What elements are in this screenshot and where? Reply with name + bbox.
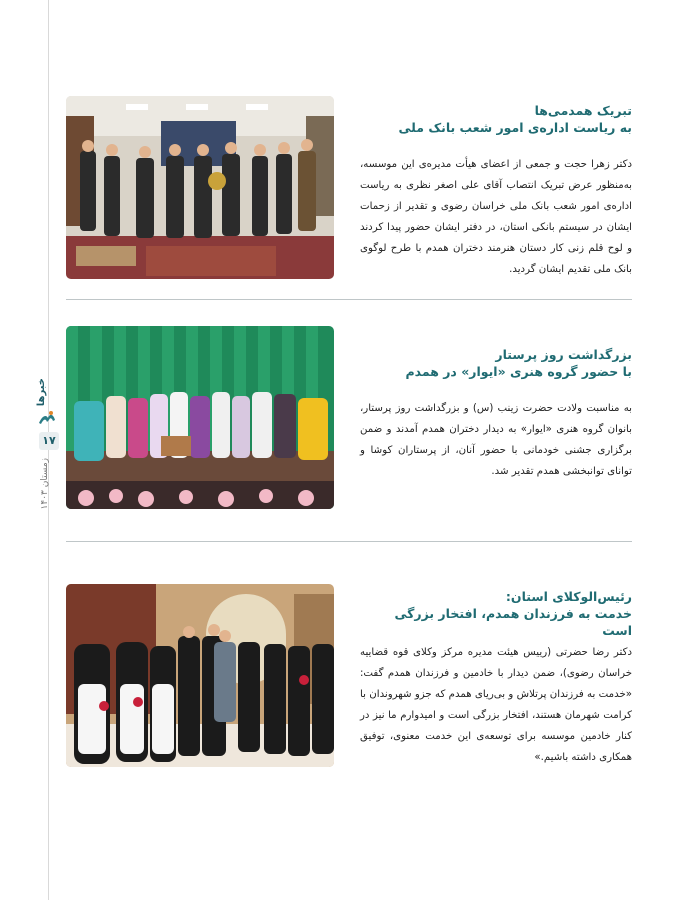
- article-title-line-2: با حضور گروه هنری «ایوار» در همدم: [405, 364, 632, 379]
- article-title-line-2: خدمت به فرزندان همدم، افتخار بزرگی است: [394, 606, 632, 638]
- news-article-3: [66, 584, 632, 774]
- article-photo-bank-meeting: [66, 96, 334, 279]
- article-title-line-2: به ریاست اداره‌ی امور شعب بانک ملی: [398, 120, 632, 135]
- article-body: دکتر رضا حضرتی (رییس هیئت مدیره مرکز وکلای قوه قضاییه خراسان رضوی)، ضمن دیدار با خادمین و فرزندان همدم گفت: «خدمت به فرزندان پرتلاش و بی‌ریای همدم که جزو شهروندان با کرامت شهرمان هستند، افتخار بزرگی است و امیدوارم ما نیز در کنار خادمین موسسه برای توسعه‌ی این خدمت معنوی، توفیق همکاری داشته باشیم.»: [360, 647, 632, 763]
- sidebar-rule: [48, 0, 49, 900]
- section-divider: [66, 541, 632, 542]
- article-photo-nurses-day: [66, 326, 334, 509]
- news-article-1: [66, 96, 632, 286]
- article-title-line-1: بزرگداشت روز پرستار: [495, 347, 632, 362]
- article-title: [362, 102, 632, 136]
- article-title-line-1: رئیس‌الوکلای استان:: [505, 589, 632, 604]
- article-title-line-1: تبریک همدمی‌ها: [534, 103, 632, 118]
- news-article-2: [66, 326, 632, 516]
- article-body: به مناسبت ولادت حضرت زینب (س) و بزرگداشت روز پرستار، بانوان گروه هنری «ایوار» به دیدار دختران همدم آمدند و ضمن برگزاری جشنی خودمانی با حضور آنان، از پرستاران کوشا و توانای توانبخشی همدم تقدیر شد.: [360, 403, 632, 477]
- article-body: دکتر زهرا حجت و جمعی از اعضای هیأت مدیره‌ی این موسسه، به‌منظور عرض تبریک انتصاب آقای علی اصغر نظری به ریاست اداره‌ی امور شعب بانک ملی خراسان رضوی و تقدیر از زحمات ایشان در سیستم بانکی استان، در دفتر ایشان حضور پیدا کردند و لوح قلم زنی کار دستان هنرمند دختران همدم با طرح لوگوی بانک ملی تقدیم ایشان گردید.: [360, 159, 632, 275]
- hamdam-logo-icon: [36, 408, 58, 430]
- page-number: ۱۷: [39, 432, 59, 450]
- article-title: [362, 588, 632, 639]
- section-label: خبرها: [36, 378, 47, 407]
- article-photo-lawyers-visit: [66, 584, 334, 767]
- article-title: [362, 346, 632, 380]
- issue-label: زمستان ۱۴۰۳: [40, 458, 50, 510]
- page-sidebar: [0, 0, 60, 900]
- section-divider: [66, 299, 632, 300]
